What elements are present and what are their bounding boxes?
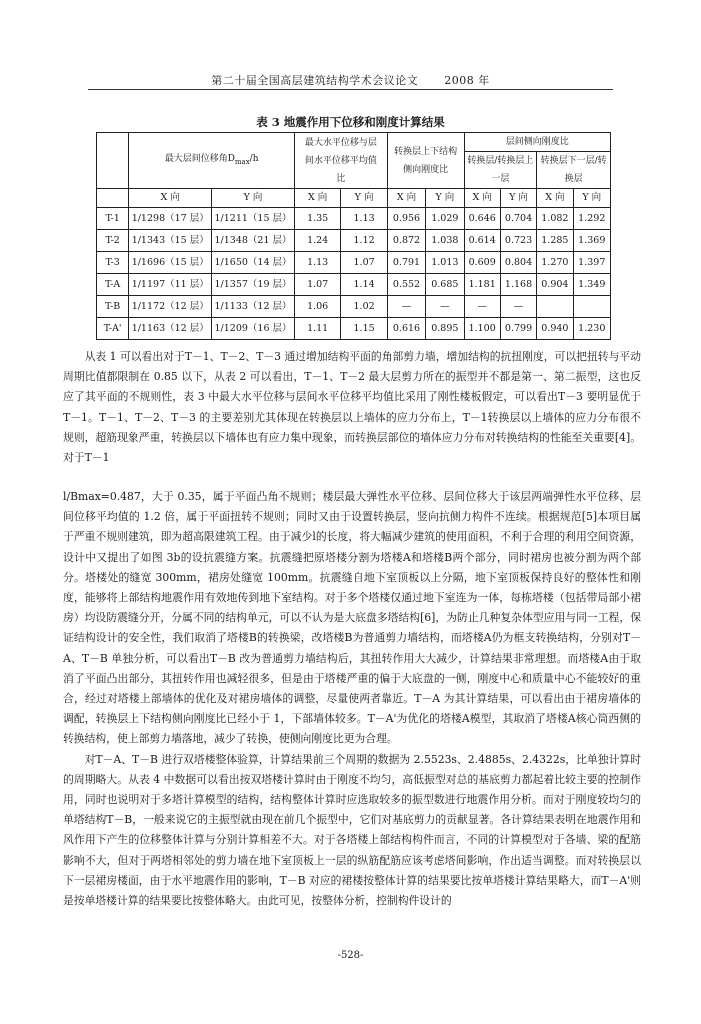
col-x: X 向 <box>387 189 425 208</box>
paragraph: 对T－A、T－B 进行双塔楼整体验算，计算结果前三个周期的数据为 2.5523s、2.4885s、2.4322s，比单独计算时的周期略大。从表 4 中数据可以看出按双塔楼计算时由于刚度不均匀，高低振型对总的基底剪力都起着比较主要的控制作用，同时也说明对于多塔计算模型的结构，结构整体计算时应选取较多的振型数进行地震作用分析。而对于刚度较均匀的单塔结构T－B，一般来说它的主振型就由现在前几个振型中，它们对基底剪力的贡献显著。各计算结果表明在地震作用和风作用下产生的位移整体计算与分别计算相差不大。对于各塔楼上部结构构件而言，不同的计算模型对于各墙、梁的配筋影响不大，但对于两塔相邻处的剪力墙在地下室顶板上一层的纵筋配筋应该考虑塔间影响，作出适当调整。而对转换层以下一层裙房楼面，由于水平地震作用的影响，T－B 对应的裙楼按整体计算的结果要比按单塔楼计算结果略大，而T－A'则是按单塔楼计算的结果要比按整体略大。由此可见，按整体分析，控制构件设计的 <box>63 752 641 908</box>
table-row: T-B 1/1172（12 层） 1/1133（12 层） 1.06 1.02 — — — — <box>97 296 611 318</box>
axis-header-row <box>97 189 611 208</box>
table-row: T-A 1/1197（11 层） 1/1357（19 层） 1.07 1.14 0.552 0.685 1.181 1.168 0.904 1.349 <box>97 274 611 296</box>
col-x: X 向 <box>464 189 500 208</box>
header-lateral-a: 转换层/转换层上一层 <box>464 152 537 189</box>
results-table <box>96 132 611 340</box>
axis-corner <box>97 189 129 208</box>
table-row: T-A' 1/1163（12 层） 1/1209（16 层） 1.11 1.15 0.616 0.895 1.100 0.799 0.940 1.230 <box>97 318 611 340</box>
header-stiffness: 转换层上下结构侧向刚度比 <box>387 133 464 189</box>
conference-title: 第二十届全国高层建筑结构学术会议论文 <box>211 74 419 87</box>
col-y: Y 向 <box>573 189 610 208</box>
col-y: Y 向 <box>500 189 536 208</box>
col-x: X 向 <box>537 189 573 208</box>
page-number: -528- <box>337 950 364 961</box>
running-header <box>0 72 701 88</box>
col-y: Y 向 <box>212 189 295 208</box>
col-y: Y 向 <box>426 189 464 208</box>
header-rule <box>88 89 613 90</box>
header-lateral: 层间侧向刚度比 <box>464 133 610 152</box>
col-y: Y 向 <box>341 189 387 208</box>
table-row: T-1 1/1298（17 层） 1/1211（15 层） 1.35 1.13 0.956 1.029 0.646 0.704 1.082 1.292 <box>97 208 611 230</box>
corner-cell <box>97 133 129 189</box>
col-x: X 向 <box>129 189 212 208</box>
table-row: T-3 1/1696（15 层） 1/1650（14 层） 1.13 1.07 0.791 1.013 0.609 0.804 1.270 1.397 <box>97 252 611 274</box>
header-drift: 最大层间位移角$D_{max}/h$ <box>129 133 295 189</box>
table-row: T-2 1/1343（15 层） 1/1348（21 层） 1.24 1.12 0.872 1.038 0.614 0.723 1.285 1.369 <box>97 230 611 252</box>
paragraph: l/Bmax=0.487，大于 0.35，属于平面凸角不规则；楼层最大弹性水平位移、层间位移大于该层两端弹性水平位移、层间位移平均值的 1.2 倍，属于平面扭转不规则；同时又由于设置转换层，竖向抗侧力构件不连续。根据规范[5]本项目属于严重不规则建筑，即为超高限建筑工程。由于减少l的长度，将大幅减少建筑的使用面积，不利于合理的利用空间资源，设计中又提出了如图 3b的设抗震缝方案。抗震缝把原塔楼分割为塔楼A和塔楼B两个部分，同时裙房也被分割为两个部分。塔楼处的缝宽 300mm，裙房处缝宽 100mm。抗震缝自地下室顶板以上分隔，地下室顶板保持良好的整体性和刚度，能够将上部结构地震作用有效地传到地下室结构。对于多个塔楼仅通过地下室连为一体，每栋塔楼（包括带局部小裙房）均设防震缝分开，分属不同的结构单元，可以不认为是大底盘多塔结构[6]，为防止几种复杂体型应用与同一工程，保证结构设计的安全性，我们取消了塔楼B的转换梁，改塔楼B为普通剪力墙结构，而塔楼A仍为框支转换结构，分别对T－A、T－B 单独分析，可以看出T－B 改为普通剪力墙结构后，其扭转作用大大减少，计算结果非常理想。而塔楼A由于取消了平面凸出部分，其扭转作用也减轻很多，但是由于塔楼严重的偏于大底盘的一侧，刚度中心和质量中心不能较好的重合，经过对塔楼上部墙体的优化及对裙房墙体的调整，尽量使两者靠近。T－A 为其计算结果，可以看出由于裙房墙体的调配，转换层上下结构侧向刚度比已经小于 1，下部墙体较多。T－A'为优化的塔楼A模型，其取消了塔楼A核心筒西侧的转换结构，使上部剪力墙落地，减少了转换，使侧向刚度比更为合理。 <box>63 490 641 746</box>
col-x: X 向 <box>294 189 340 208</box>
table-caption: 表 3 地震作用下位移和刚度计算结果 <box>256 115 445 129</box>
header-lateral-b: 转换层下一层/转换层 <box>537 152 611 189</box>
body-text-main <box>63 487 641 911</box>
body-text-top <box>63 347 641 468</box>
header-ratio: 最大水平位移与层间水平位移平均值比 <box>294 133 387 189</box>
header-year: 2008 年 <box>444 74 490 87</box>
paragraph: 从表 1 可以看出对于T－1、T－2、T－3 通过增加结构平面的角部剪力墙，增加结构的抗扭刚度，可以把扭转与平动周期比值都限制在 0.85 以下，从表 2 可以看出，T－1、T－2 最大层剪力所在的振型并不都是第一、第二振型，这也反应了其平面的不规则性，表 3 中最大水平位移与层间水平位移平均值比采用了刚性楼板假定，可以看出T－3 要明显优于T－1。T－1、T－2、T－3 的主要差别尤其体现在转换层以上墙体的应力分布上，T－1转换层以上墙体的应力分布很不规则，超筋现象严重，转换层以下墙体也有应力集中现象，而转换层部位的墙体应力分布对转换结构的性能至关重要[4]。对于T－1 <box>63 350 641 465</box>
